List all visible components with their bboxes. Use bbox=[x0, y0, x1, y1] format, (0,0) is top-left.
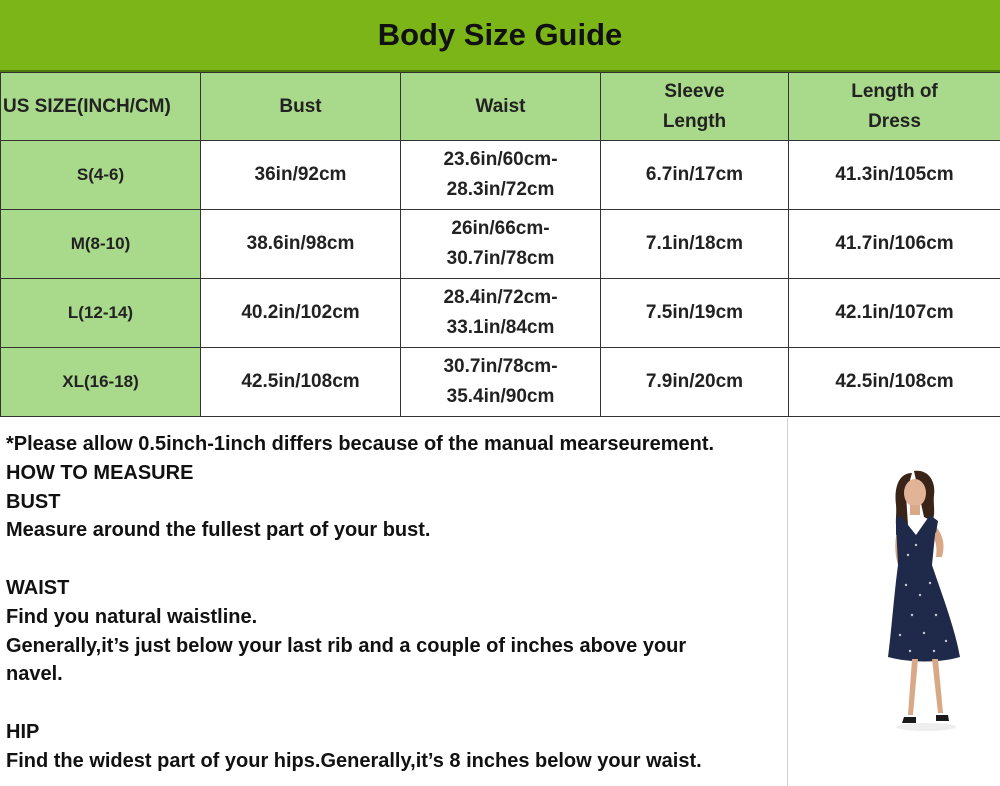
how-to-measure-heading: HOW TO MEASURE bbox=[6, 461, 194, 484]
hip-heading: HIP bbox=[6, 720, 40, 743]
bust-cell: 40.2in/102cm bbox=[201, 279, 401, 348]
table-header-row bbox=[1, 73, 1000, 141]
bust-cell: 42.5in/108cm bbox=[201, 348, 401, 417]
table-row bbox=[1, 348, 1000, 417]
length-cell: 42.5in/108cm bbox=[789, 348, 1000, 417]
spacer bbox=[6, 689, 786, 718]
waist-cell bbox=[401, 210, 601, 279]
length-cell: 41.3in/105cm bbox=[789, 141, 1000, 210]
waist-min: 28.4in/72cm- bbox=[443, 287, 558, 308]
waist-max: 30.7in/78cm bbox=[446, 248, 555, 269]
size-chart-table bbox=[0, 72, 1000, 417]
sleeve-cell: 6.7in/17cm bbox=[601, 141, 789, 210]
spacer bbox=[6, 545, 786, 574]
divider bbox=[787, 418, 788, 786]
waist-min: 26in/66cm- bbox=[451, 218, 550, 239]
waist-cell bbox=[401, 279, 601, 348]
sleeve-cell: 7.1in/18cm bbox=[601, 210, 789, 279]
waist-max: 33.1in/84cm bbox=[446, 317, 555, 338]
bust-instructions: Measure around the fullest part of your bust. bbox=[6, 519, 431, 542]
waist-heading: WAIST bbox=[6, 576, 70, 599]
hip-instructions: Find the widest part of your hips.Generally,it’s 8 inches below your waist. bbox=[6, 749, 702, 772]
header-us-size: US SIZE(INCH/CM) bbox=[1, 73, 201, 141]
size-cell: S(4-6) bbox=[1, 141, 201, 210]
table-row bbox=[1, 210, 1000, 279]
size-cell: M(8-10) bbox=[1, 210, 201, 279]
header-length-of-dress bbox=[789, 73, 1000, 141]
model-photo bbox=[850, 465, 990, 740]
header-sleeve-length bbox=[601, 73, 789, 141]
sleeve-cell: 7.9in/20cm bbox=[601, 348, 789, 417]
header-sleeve-line2: Length bbox=[662, 110, 727, 132]
page-title: Body Size Guide bbox=[0, 0, 1000, 72]
size-cell: XL(16-18) bbox=[1, 348, 201, 417]
table-row bbox=[1, 141, 1000, 210]
length-cell: 41.7in/106cm bbox=[789, 210, 1000, 279]
header-dress-line2: Dress bbox=[868, 110, 921, 132]
size-cell: L(12-14) bbox=[1, 279, 201, 348]
header-dress-line1: Length of bbox=[851, 80, 938, 102]
waist-min: 30.7in/78cm- bbox=[443, 356, 558, 377]
header-bust: Bust bbox=[201, 73, 401, 141]
table-row bbox=[1, 279, 1000, 348]
sleeve-cell: 7.5in/19cm bbox=[601, 279, 789, 348]
waist-instructions-3: navel. bbox=[6, 663, 63, 686]
bust-cell: 38.6in/98cm bbox=[201, 210, 401, 279]
waist-min: 23.6in/60cm- bbox=[443, 149, 558, 170]
bust-heading: BUST bbox=[6, 490, 61, 513]
waist-max: 28.3in/72cm bbox=[446, 179, 555, 200]
header-sleeve-line1: Sleeve bbox=[664, 80, 725, 102]
waist-instructions-1: Find you natural waistline. bbox=[6, 605, 258, 628]
measurement-notes bbox=[6, 430, 786, 776]
header-waist: Waist bbox=[401, 73, 601, 141]
waist-cell bbox=[401, 141, 601, 210]
bust-cell: 36in/92cm bbox=[201, 141, 401, 210]
length-cell: 42.1in/107cm bbox=[789, 279, 1000, 348]
waist-max: 35.4in/90cm bbox=[446, 386, 555, 407]
disclaimer-text: *Please allow 0.5inch-1inch differs because of the manual mearseurement. bbox=[6, 433, 715, 455]
waist-cell bbox=[401, 348, 601, 417]
waist-instructions-2: Generally,it’s just below your last rib and a couple of inches above your bbox=[6, 634, 687, 657]
